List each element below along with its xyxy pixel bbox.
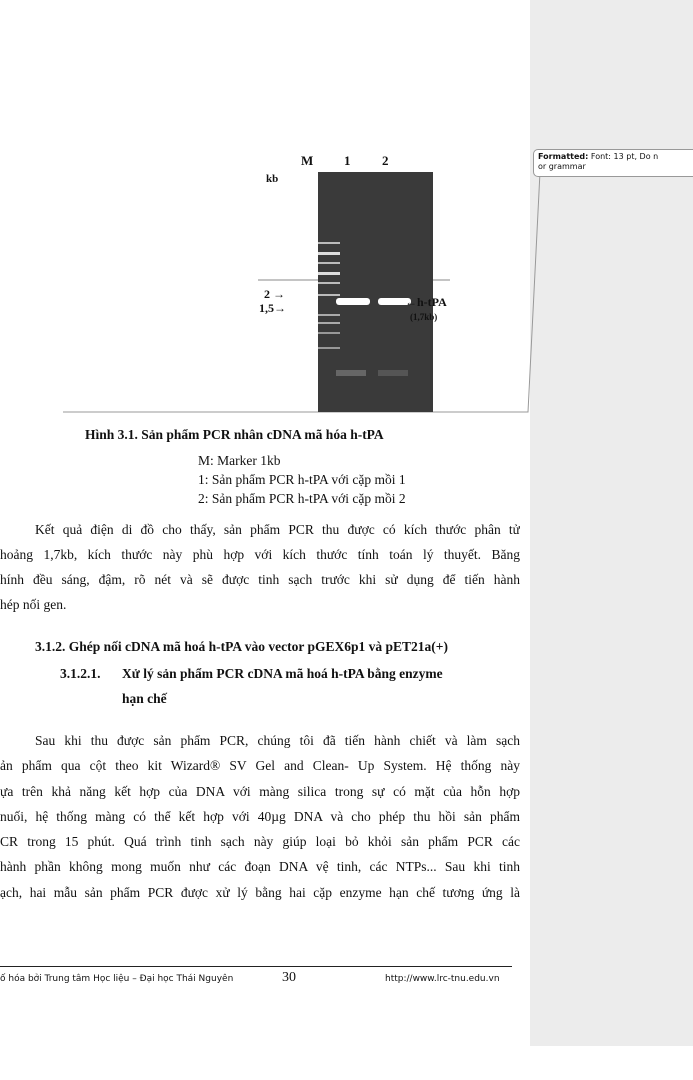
subsection-title-cont: hạn chế: [122, 691, 167, 706]
figure-legend-m: M: Marker 1kb: [198, 453, 281, 468]
lane-label-1: 1: [344, 153, 351, 168]
paragraph-line: CR trong 15 phút. Quá trình tinh sạch này giúp loại bỏ khỏi sản phẩm PCR các: [0, 834, 520, 849]
subsection-title: Xử lý sản phẩm PCR cDNA mã hoá h-tPA bằng enzyme: [122, 666, 443, 681]
paragraph-line: hép nối gen.: [0, 597, 67, 612]
marker-1-5kb: 1,5→: [259, 301, 286, 315]
section-heading: 3.1.2. Ghép nối cDNA mã hoá h-tPA vào vector pGEX6p1 và pET21a(+): [35, 639, 448, 654]
marker-2kb: 2 →: [264, 287, 285, 301]
subsection-number: 3.1.2.1.: [60, 666, 101, 681]
lane-label-m: M: [301, 153, 314, 168]
page-number: 30: [282, 970, 296, 985]
paragraph-line: hoảng 1,7kb, kích thước này phù hợp với kích thước tính toán lý thuyết. Băng: [0, 547, 520, 562]
gel-image: [318, 172, 433, 412]
figure-legend-2: 2: Sản phẩm PCR h-tPA với cặp mồi 2: [198, 491, 406, 506]
paragraph-line: ựa trên khả năng kết hợp của DNA với màng silica trong sự có mặt của hỗn hợp: [0, 784, 520, 799]
paragraph-line: ạch, hai mẫu sản phẩm PCR được xử lý bằng hai cặp enzyme hạn chế tương ứng là: [0, 885, 520, 900]
lane-label-2: 2: [382, 153, 389, 168]
paragraph-line: Kết quả điện di đồ cho thấy, sản phẩm PCR thu được có kích thước phân tử: [35, 522, 520, 537]
comment-balloon[interactable]: [533, 149, 693, 177]
footer-rule: [0, 966, 512, 967]
comment-label: Formatted:: [538, 152, 589, 161]
paragraph-line: nuối, hệ thống màng có thể kết hợp với 40µg DNA và cho phép thu hồi sản phẩm: [0, 809, 520, 824]
footer-url[interactable]: http://www.lrc-tnu.edu.vn: [385, 974, 500, 984]
paragraph-line: Sau khi thu được sản phẩm PCR, chúng tôi đã tiến hành chiết và làm sạch: [35, 733, 520, 748]
paragraph-line: hính đều sáng, đậm, rõ nét và sẽ được tinh sạch trước khi sử dụng để tiến hành: [0, 572, 520, 587]
paragraph-line: ản phẩm qua cột theo kit Wizard® SV Gel and Clean- Up System. Hệ thống này: [0, 758, 520, 773]
unit-label: kb: [266, 173, 279, 185]
comment-text-2: or grammar: [538, 162, 586, 171]
figure-caption: Hình 3.1. Sản phẩm PCR nhân cDNA mã hóa h-tPA: [85, 427, 384, 442]
band-size: (1,7kb): [410, 312, 438, 322]
band-label: ←h-tPA: [405, 295, 447, 309]
figure-legend-1: 1: Sản phẩm PCR h-tPA với cặp mồi 1: [198, 472, 406, 487]
paragraph-line: hành phần không mong muốn như các đoạn DNA vệ tinh, các NTPs... Sau khi tinh: [0, 859, 520, 874]
footer-credit: ố hóa bởi Trung tâm Học liệu – Đại học Thái Nguyên: [0, 974, 234, 984]
comment-text: Font: 13 pt, Do n: [590, 152, 659, 161]
